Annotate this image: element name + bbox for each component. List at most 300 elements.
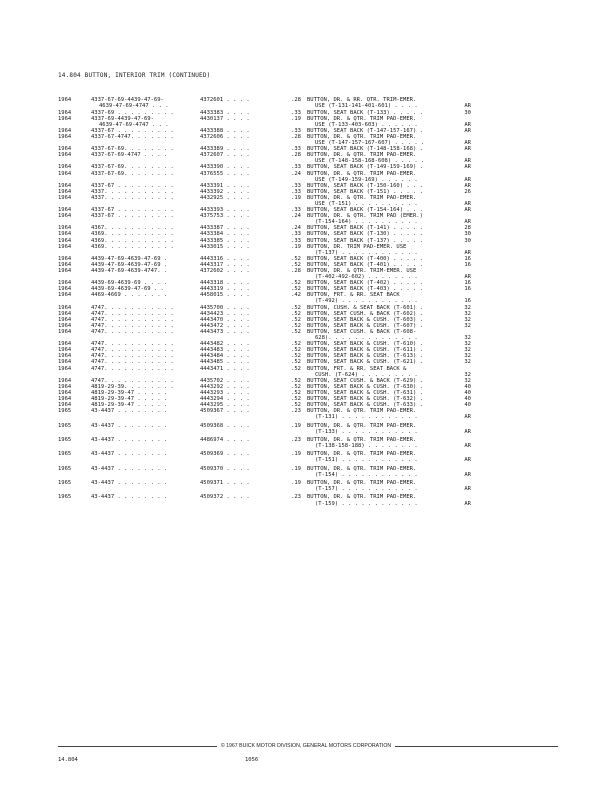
entry-description-continued: USE (T-131-141-401-601) . . . . — [315, 103, 418, 110]
entry-price: .52 — [291, 347, 301, 354]
entry-year: 1964 — [58, 170, 72, 177]
entry-year: 1964 — [58, 328, 72, 335]
entry-description: BUTTON, DR. & RR. QTR. TRIM-EMER. — [307, 97, 417, 104]
entry-price: .33 — [291, 109, 301, 116]
entry-model: 4469-4669 . . . . . . . — [91, 292, 168, 299]
entry-model-continued: 4639-47-69-4747 . . . — [99, 121, 169, 128]
entry-year: 1964 — [58, 115, 72, 122]
entry-quantity: AR — [464, 414, 471, 421]
entry-description: BUTTON, CUSH. & SEAT BACK (T-601) . — [307, 304, 423, 311]
entry-year: 1964 — [58, 353, 72, 360]
entry-description: BUTTON, DR. & QTR. TRIM-EMER. USE — [307, 268, 417, 275]
entry-part-number: 4433391 . . . . — [200, 182, 250, 189]
entry-line-continued — [0, 443, 612, 449]
entry-model: 4369. . . . . . . . . . . — [91, 231, 174, 238]
entry-model: 4819-29-39-47 . . . . . — [91, 389, 168, 396]
entry-model: 4337-67-69. . . . . . . . — [91, 164, 174, 171]
entry-model: 4337. . . . . . . . . . . — [91, 194, 174, 201]
entry-price: .33 — [291, 164, 301, 171]
entry-price: .23 — [291, 408, 301, 415]
entry-model: 4747. . . . . . . . . . . — [91, 328, 174, 335]
entry-part-number: 4372602 . . . . — [200, 268, 250, 275]
entry-part-number: 4509367 . . . . — [200, 408, 250, 415]
entry-price: .19 — [291, 194, 301, 201]
page-heading: 14.804 BUTTON, INTERIOR TRIM (CONTINUED) — [58, 72, 211, 79]
entry-quantity: AR — [464, 471, 471, 478]
entry-quantity: 32 — [464, 310, 471, 317]
entry-quantity: 16 — [464, 280, 471, 287]
entry-quantity: 16 — [464, 298, 471, 305]
entry-model-continued: 4639-47-69-4747 . . . — [99, 103, 169, 110]
entry-description-continued: 628). . . . . . . . . . . . . . — [315, 335, 418, 342]
entry-model: 43-4437 . . . . . . . . — [91, 451, 168, 458]
entry-description: BUTTON, DR. & QTR. TRIM PAD-EMER. — [307, 115, 417, 122]
entry-price: .52 — [291, 304, 301, 311]
entry-description-continued: (T-137) . . . . . . . . . . . . — [315, 249, 418, 256]
entry-price: .19 — [291, 451, 301, 458]
entry-price: .52 — [291, 395, 301, 402]
entry-model: 4337-67-69-4439-47-69- — [91, 97, 164, 104]
entry-year: 1964 — [58, 164, 72, 171]
entry-model: 4337-67 . . . . . . . . . — [91, 207, 174, 214]
entry-model: 4439-47-69-4639-4747. . — [91, 268, 168, 275]
entry-quantity: AR — [464, 182, 471, 189]
entry-quantity: AR — [464, 164, 471, 171]
parts-entry — [0, 466, 612, 478]
entry-model: 4819-29-39-47 . . . . . — [91, 402, 168, 409]
entry-year: 1964 — [58, 359, 72, 366]
entry-part-number: 4443472 . . . . — [200, 322, 250, 329]
entry-description: BUTTON, SEAT BACK & CUSH. (T-632) . — [307, 395, 423, 402]
entry-part-number: 4443319 . . . . — [200, 286, 250, 293]
entry-quantity: 40 — [464, 383, 471, 390]
entry-quantity: AR — [464, 121, 471, 128]
entry-price: .19 — [291, 115, 301, 122]
entry-quantity: AR — [464, 500, 471, 507]
entry-year: 1964 — [58, 207, 72, 214]
entry-model: 4337-67 . . . . . . . . . — [91, 182, 174, 189]
parts-entry — [0, 268, 612, 280]
entry-quantity: AR — [464, 443, 471, 450]
entry-description-continued: (T-402-492-602) . . . . . . . . — [315, 274, 418, 281]
entry-quantity: AR — [464, 457, 471, 464]
entry-model: 4369. . . . . . . . . . . — [91, 237, 174, 244]
entry-line-continued — [0, 472, 612, 478]
entry-year: 1965 — [58, 494, 72, 501]
entry-year: 1964 — [58, 280, 72, 287]
entry-quantity: 40 — [464, 402, 471, 409]
entry-year: 1964 — [58, 127, 72, 134]
entry-year: 1964 — [58, 316, 72, 323]
entry-part-number: 4443482 . . . . — [200, 341, 250, 348]
entry-model: 4747. . . . . . . . . . . — [91, 310, 174, 317]
entry-quantity: AR — [464, 219, 471, 226]
parts-entry — [0, 292, 612, 304]
entry-quantity: 32 — [464, 335, 471, 342]
entry-part-number: 4443470 . . . . — [200, 316, 250, 323]
entry-year: 1964 — [58, 225, 72, 232]
entry-year: 1964 — [58, 389, 72, 396]
entry-line-continued — [0, 414, 612, 420]
entry-description: BUTTON, SEAT BACK (T-150-160) . . . — [307, 182, 423, 189]
entry-model: 4747. . . . . . . . . . . — [91, 353, 174, 360]
entry-part-number: 4443483 . . . . — [200, 347, 250, 354]
entry-description: BUTTON, SEAT BACK & CUSH. (T-610) . — [307, 341, 423, 348]
entry-part-number: 4432925 . . . . — [200, 194, 250, 201]
entry-part-number: 4443292 . . . . — [200, 383, 250, 390]
entry-model: 4747. . . . . . . . . . . — [91, 365, 174, 372]
entry-price: .42 — [291, 292, 301, 299]
entry-part-number: 4443471 . . . . — [200, 365, 250, 372]
entry-year: 1965 — [58, 465, 72, 472]
entry-part-number: 4509372 . . . . — [200, 494, 250, 501]
entry-price: .19 — [291, 480, 301, 487]
entry-price: .19 — [291, 422, 301, 429]
entry-price: .52 — [291, 322, 301, 329]
entry-price: .52 — [291, 377, 301, 384]
parts-entry — [0, 244, 612, 256]
parts-entry — [0, 480, 612, 492]
entry-part-number: 4509369 . . . . — [200, 451, 250, 458]
entry-price: .33 — [291, 207, 301, 214]
entry-part-number: 4433015 . . . . — [200, 243, 250, 250]
entry-description: BUTTON, SEAT BACK (T-403) . . . . . — [307, 286, 423, 293]
entry-description: BUTTON, DR. & QTR. TRIM PAD-EMER. — [307, 170, 417, 177]
entry-price: .52 — [291, 261, 301, 268]
parts-entry — [0, 451, 612, 463]
entry-price: .28 — [291, 152, 301, 159]
entry-part-number: 4435700 . . . . — [200, 304, 250, 311]
entry-model: 4747. . . . . . . . . . . — [91, 341, 174, 348]
entry-model: 43-4437 . . . . . . . . — [91, 408, 168, 415]
entry-quantity: 30 — [464, 231, 471, 238]
entry-description: BUTTON, SEAT BACK & CUSH. (T-630) . — [307, 383, 423, 390]
entry-quantity: AR — [464, 127, 471, 134]
entry-year: 1964 — [58, 268, 72, 275]
entry-description: BUTTON, SEAT CUSH. & BACK (T-608- — [307, 328, 417, 335]
entry-description: BUTTON, DR. & QTR. TRIM PAD-EMER. — [307, 451, 417, 458]
entry-part-number: 4372607 . . . . — [200, 152, 250, 159]
entry-description: BUTTON, DR. & QTR. TRIM PAD-EMER. — [307, 494, 417, 501]
entry-year: 1965 — [58, 436, 72, 443]
entry-description: BUTTON, SEAT BACK & CUSH. (T-603) . — [307, 316, 423, 323]
entry-price: .24 — [291, 170, 301, 177]
page-number: 1056 — [245, 757, 259, 763]
entry-model: 4337-67-69. . . . . . . . — [91, 170, 174, 177]
entry-part-number: 4509370 . . . . — [200, 465, 250, 472]
entry-year: 1964 — [58, 365, 72, 372]
entry-part-number: 4375753 . . . . — [200, 213, 250, 220]
entry-quantity: 32 — [464, 347, 471, 354]
entry-year: 1964 — [58, 347, 72, 354]
entry-description-continued: (T-157) . . . . . . . . . . . . — [315, 486, 418, 493]
entry-price: .33 — [291, 237, 301, 244]
entry-price: .52 — [291, 383, 301, 390]
entry-description-continued: USE (T-148-158-168-608) . . . . . — [315, 158, 425, 165]
entry-description: BUTTON, DR. & QTR. TRIM PAD-EMER. — [307, 480, 417, 487]
entry-part-number: 4458015 . . . . — [200, 292, 250, 299]
parts-entry — [0, 213, 612, 225]
entry-model: 4337-69 . . . . . . . . . — [91, 109, 174, 116]
entry-model: 4747. . . . . . . . . . . — [91, 359, 174, 366]
entry-year: 1964 — [58, 261, 72, 268]
entry-year: 1965 — [58, 408, 72, 415]
entry-quantity: 32 — [464, 341, 471, 348]
entry-quantity: 40 — [464, 395, 471, 402]
entry-year: 1964 — [58, 182, 72, 189]
entry-year: 1964 — [58, 402, 72, 409]
entry-model: 43-4437 . . . . . . . . — [91, 480, 168, 487]
parts-entry — [0, 171, 612, 183]
entry-description: BUTTON, DR. & QTR. TRIM PAD-EMER. — [307, 436, 417, 443]
entry-description-continued: CUSH. (T-624) . . . . . . . . . — [315, 371, 418, 378]
entry-model: 43-4437 . . . . . . . . — [91, 494, 168, 501]
entry-quantity: 28 — [464, 225, 471, 232]
entry-part-number: 4430137 . . . . — [200, 115, 250, 122]
entry-description: BUTTON, SEAT CUSH. & BACK (T-602) . — [307, 310, 423, 317]
entry-description: BUTTON, SEAT BACK & CUSH. (T-633) . — [307, 402, 423, 409]
entry-part-number: 4443316 . . . . — [200, 255, 250, 262]
entry-model: 4367. . . . . . . . . . . — [91, 225, 174, 232]
entry-quantity: AR — [464, 176, 471, 183]
entry-year: 1964 — [58, 133, 72, 140]
entry-part-number: 4443295 . . . . — [200, 402, 250, 409]
entry-part-number: 4443318 . . . . — [200, 280, 250, 287]
entry-line-continued — [0, 501, 612, 507]
entry-part-number: 4376555 . . . . — [200, 170, 250, 177]
entry-description: BUTTON, DR. & QTR. TRIM PAD-EMER. — [307, 408, 417, 415]
entry-line-continued — [0, 486, 612, 492]
entry-year: 1964 — [58, 341, 72, 348]
entry-year: 1964 — [58, 237, 72, 244]
copyright-text: © 1967 BUICK MOTOR DIVISION, GENERAL MOTORS CORPORATION — [217, 743, 395, 749]
entry-part-number: 4433393 . . . . — [200, 207, 250, 214]
entry-year: 1964 — [58, 377, 72, 384]
entry-quantity: 16 — [464, 255, 471, 262]
entry-part-number: 4509371 . . . . — [200, 480, 250, 487]
entry-part-number: 4443317 . . . . — [200, 261, 250, 268]
entry-quantity: 16 — [464, 261, 471, 268]
entry-description: BUTTON, DR. & QTR. TRIM PAD-EMER. — [307, 133, 417, 140]
entry-price: .24 — [291, 213, 301, 220]
entry-part-number: 4486974 . . . . — [200, 436, 250, 443]
entry-price: .52 — [291, 255, 301, 262]
entry-part-number: 4433389 . . . . — [200, 146, 250, 153]
entry-description: BUTTON, SEAT BACK & CUSH. (T-607) . — [307, 322, 423, 329]
entry-description: BUTTON, SEAT BACK (T-148-158-168) . — [307, 146, 423, 153]
entry-part-number: 4509368 . . . . — [200, 422, 250, 429]
entry-price: .52 — [291, 353, 301, 360]
entry-price: .52 — [291, 328, 301, 335]
entry-description: BUTTON, SEAT BACK (T-402) . . . . . — [307, 280, 423, 287]
entry-quantity: AR — [464, 274, 471, 281]
entry-year: 1964 — [58, 231, 72, 238]
entry-description: BUTTON, DR. & QTR. TRIM PAD-EMER. — [307, 194, 417, 201]
entry-description: BUTTON, FRT. & RR. SEAT BACK — [307, 292, 400, 299]
entry-year: 1964 — [58, 109, 72, 116]
entry-model: 4819-29-39. . . . . . . . — [91, 383, 174, 390]
entry-description: BUTTON, DR. & QTR. TRIM PAD (EMER.) — [307, 213, 423, 220]
entry-quantity: 32 — [464, 359, 471, 366]
entry-part-number: 4443485 . . . . — [200, 359, 250, 366]
entry-description: BUTTON, SEAT BACK (T-401) . . . . . — [307, 261, 423, 268]
parts-entry — [0, 423, 612, 435]
entry-part-number: 4433392 . . . . — [200, 188, 250, 195]
entry-year: 1964 — [58, 146, 72, 153]
entry-quantity: 32 — [464, 316, 471, 323]
entry-quantity: 30 — [464, 237, 471, 244]
entry-year: 1964 — [58, 188, 72, 195]
entry-description-continued: (T-159) . . . . . . . . . . . . — [315, 500, 418, 507]
entry-price: .33 — [291, 127, 301, 134]
entry-price: .24 — [291, 225, 301, 232]
entry-part-number: 4443484 . . . . — [200, 353, 250, 360]
entry-price: .33 — [291, 182, 301, 189]
parts-entry — [0, 152, 612, 164]
entry-price: .23 — [291, 436, 301, 443]
entry-year: 1964 — [58, 395, 72, 402]
entry-description-continued: USE (T-149-159-169) . . . . . . — [315, 176, 418, 183]
entry-model: 4819-29-39-47 . . . . . — [91, 395, 168, 402]
entry-model: 4369. . . . . . . . . . . — [91, 243, 174, 250]
entry-quantity: 32 — [464, 353, 471, 360]
entry-description: BUTTON, DR. & QTR. TRIM PAD-EMER. — [307, 465, 417, 472]
entry-part-number: 4433387 . . . . — [200, 225, 250, 232]
entry-year: 1964 — [58, 213, 72, 220]
entry-year: 1964 — [58, 304, 72, 311]
entry-price: .33 — [291, 146, 301, 153]
entry-description-continued: (T-154-164) . . . . . . . . . . — [315, 219, 418, 226]
entry-price: .52 — [291, 341, 301, 348]
entry-description: BUTTON, SEAT BACK (T-137) . . . . . — [307, 237, 423, 244]
entry-year: 1964 — [58, 243, 72, 250]
entry-price: .28 — [291, 268, 301, 275]
entry-quantity: AR — [464, 200, 471, 207]
parts-entry — [0, 134, 612, 146]
entry-price: .52 — [291, 310, 301, 317]
entry-price: .33 — [291, 188, 301, 195]
entry-price: .28 — [291, 133, 301, 140]
entry-part-number: 4433388 . . . . — [200, 127, 250, 134]
entry-description: BUTTON, SEAT BACK (T-133) . . . . . — [307, 109, 423, 116]
entry-model: 4337-67 . . . . . . . . . — [91, 213, 174, 220]
entry-year: 1964 — [58, 255, 72, 262]
entry-part-number: 4435702 . . . . — [200, 377, 250, 384]
entry-description: BUTTON, SEAT BACK & CUSH. (T-613) . — [307, 353, 423, 360]
entry-price: .52 — [291, 389, 301, 396]
entry-model: 4747. . . . . . . . . . . — [91, 347, 174, 354]
entry-description: BUTTON, SEAT BACK & CUSH. (T-631) . — [307, 389, 423, 396]
entry-line-continued — [0, 429, 612, 435]
entry-quantity: AR — [464, 428, 471, 435]
entry-quantity: AR — [464, 158, 471, 165]
parts-entry — [0, 366, 612, 378]
entry-model: 4439-47-69-4639-47-69 . — [91, 255, 168, 262]
entry-description: BUTTON, DR. & QTR. TRIM PAD-EMER. — [307, 422, 417, 429]
parts-entry — [0, 329, 612, 341]
entry-description: BUTTON, SEAT BACK (T-151) . . . . . — [307, 188, 423, 195]
entry-description-continued: (T-131) . . . . . . . . . . . . — [315, 414, 418, 421]
section-number: 14.804 — [58, 757, 78, 763]
entry-quantity: 32 — [464, 304, 471, 311]
entry-quantity: AR — [464, 486, 471, 493]
entry-price: .52 — [291, 286, 301, 293]
entry-description: BUTTON, SEAT BACK (T-141) . . . . . — [307, 225, 423, 232]
entry-model: 4747. . . . . . . . . . . — [91, 377, 174, 384]
entry-model: 4439-69-4639-69 . . . . — [91, 280, 168, 287]
entry-quantity: AR — [464, 146, 471, 153]
parts-entry — [0, 116, 612, 128]
entry-quantity: AR — [464, 249, 471, 256]
parts-entry — [0, 437, 612, 449]
entry-quantity: 30 — [464, 109, 471, 116]
entry-description-continued: (T-492) . . . . . . . . . . . . — [315, 298, 418, 305]
entry-year: 1965 — [58, 480, 72, 487]
entry-model: 4747. . . . . . . . . . . — [91, 316, 174, 323]
entry-model: 4337-67-69. . . . . . . . — [91, 146, 174, 153]
entry-quantity: 16 — [464, 286, 471, 293]
entry-quantity: 32 — [464, 377, 471, 384]
entry-price: .19 — [291, 243, 301, 250]
entry-description-continued: (T-133) . . . . . . . . . . . . — [315, 428, 418, 435]
entry-description-continued: (T-151) . . . . . . . . . . . . — [315, 457, 418, 464]
entry-price: .23 — [291, 494, 301, 501]
entry-description: BUTTON, SEAT BACK (T-154-164) . . . — [307, 207, 423, 214]
entry-model: 43-4437 . . . . . . . . — [91, 436, 168, 443]
entry-description: BUTTON, FRT. & RR. SEAT BACK & — [307, 365, 407, 372]
entry-description-continued: (T-138-158-188) . . . . . . . . — [315, 443, 418, 450]
entry-description: BUTTON, DR. & QTR. TRIM PAD-EMER. — [307, 152, 417, 159]
entry-part-number: 4433384 . . . . — [200, 231, 250, 238]
entry-price: .52 — [291, 316, 301, 323]
entry-model: 4747. . . . . . . . . . . — [91, 304, 174, 311]
entry-model: 43-4437 . . . . . . . . — [91, 422, 168, 429]
entry-part-number: 4433383 . . . . — [200, 109, 250, 116]
entry-description: BUTTON, SEAT BACK (T-149-159-169) . — [307, 164, 423, 171]
entry-description: BUTTON, SEAT CUSH. & BACK (T-629) . — [307, 377, 423, 384]
entry-quantity: 32 — [464, 322, 471, 329]
entry-price: .19 — [291, 465, 301, 472]
entry-year: 1965 — [58, 451, 72, 458]
entry-description: BUTTON, SEAT BACK & CUSH. (T-621) . — [307, 359, 423, 366]
entry-description-continued: USE (T-133-403-603) . . . . . . — [315, 121, 418, 128]
parts-entry — [0, 494, 612, 506]
entry-year: 1964 — [58, 310, 72, 317]
entry-model: 4439-69-4639-47-69 . . — [91, 286, 164, 293]
parts-list — [0, 93, 612, 507]
entry-quantity: 40 — [464, 389, 471, 396]
entry-year: 1964 — [58, 97, 72, 104]
entry-description: BUTTON, DR. TRIM PAD-EMER. USE — [307, 243, 407, 250]
entry-price: .28 — [291, 97, 301, 104]
parts-entry — [0, 408, 612, 420]
entry-year: 1964 — [58, 383, 72, 390]
entry-quantity: 32 — [464, 371, 471, 378]
entry-model: 43-4437 . . . . . . . . — [91, 465, 168, 472]
copyright-line — [0, 743, 612, 749]
entry-quantity: AR — [464, 103, 471, 110]
entry-price: .52 — [291, 280, 301, 287]
entry-model: 4747. . . . . . . . . . . — [91, 322, 174, 329]
entry-year: 1964 — [58, 152, 72, 159]
entry-part-number: 4433385 . . . . — [200, 237, 250, 244]
entry-part-number: 4372606 . . . . — [200, 133, 250, 140]
entry-model: 4337-67-4747. . . . . . . — [91, 133, 174, 140]
entry-description: BUTTON, SEAT BACK & CUSH. (T-611) . — [307, 347, 423, 354]
entry-part-number: 4443293 . . . . — [200, 389, 250, 396]
entry-part-number: 4443294 . . . . — [200, 395, 250, 402]
entry-price: .52 — [291, 402, 301, 409]
